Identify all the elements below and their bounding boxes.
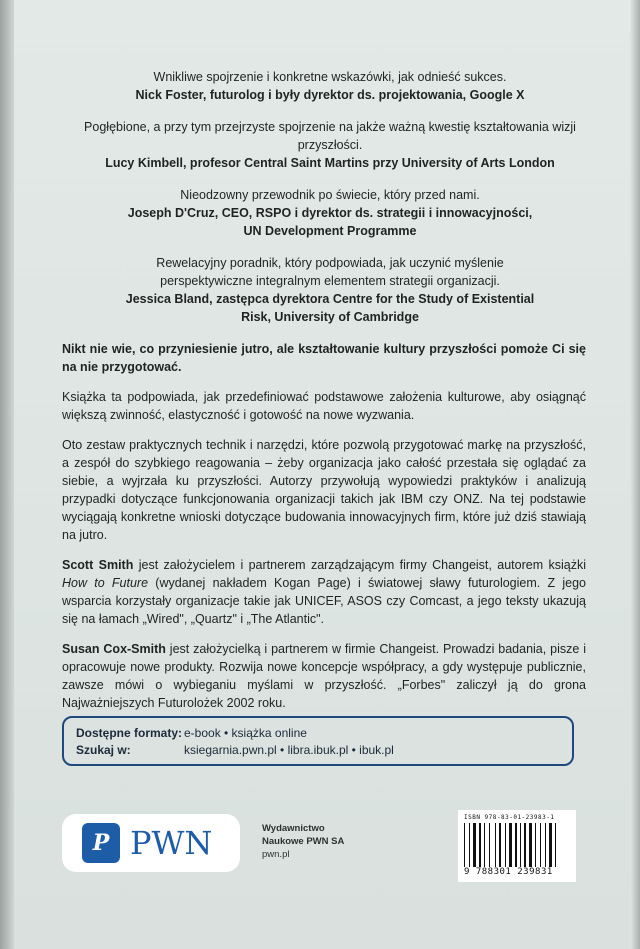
barcode-bar xyxy=(524,823,526,867)
barcode-bar xyxy=(491,823,494,867)
barcode-bar xyxy=(479,823,481,867)
barcode-bar xyxy=(535,823,536,867)
barcode-bar xyxy=(499,823,501,867)
endorsement-author: Jessica Bland, zastępca dyrektora Centre for the Study of Existential Risk, University of Cambridge xyxy=(125,292,535,324)
barcode-bar xyxy=(555,823,556,867)
author-name: Susan Cox-Smith xyxy=(62,642,166,656)
bio-text: (wydanej nakładem Kogan Page) i światowej sławy futurologiem. Z jego wsparcia korzystały organizacje takie jak UNICEF, ASOS czy Comcast, a jego teksty ukazują się na łamach „Wired", „Quartz" i „The Atlantic". xyxy=(62,576,586,626)
author-bio-susan-cox-smith xyxy=(62,640,586,712)
formats-box xyxy=(62,716,574,766)
barcode-bar xyxy=(482,823,483,867)
formats-value: e-book • książka online xyxy=(184,726,307,740)
publisher-url: pwn.pl xyxy=(262,849,290,860)
barcode-bar xyxy=(549,823,552,867)
endorsements xyxy=(60,68,600,340)
description xyxy=(62,340,586,724)
barcode-bar xyxy=(537,823,539,867)
author-bio-scott-smith xyxy=(62,556,586,628)
barcode-bar xyxy=(557,823,559,867)
barcode-bar xyxy=(540,823,541,867)
barcode-bar xyxy=(471,823,472,867)
barcode-bar xyxy=(497,823,498,867)
barcode-bar xyxy=(486,823,488,867)
barcode-bar xyxy=(533,823,534,867)
endorsement-author: Lucy Kimbell, profesor Central Saint Martins przy University of Arts London xyxy=(105,156,555,170)
book-title: How to Future xyxy=(62,576,149,590)
pwn-mark-icon: P xyxy=(82,823,120,863)
search-value: ksiegarnia.pwn.pl • libra.ibuk.pl • ibuk.pl xyxy=(184,743,394,757)
barcode-bar xyxy=(545,823,546,867)
barcode-bar xyxy=(553,823,554,867)
barcode-bar xyxy=(513,823,514,867)
endorsement xyxy=(60,118,600,172)
barcode-bar xyxy=(507,823,508,867)
barcode-bar xyxy=(464,823,465,867)
endorsement xyxy=(60,186,600,240)
pwn-logo-text: PWN xyxy=(130,824,213,862)
isbn-barcode xyxy=(458,810,576,882)
isbn-label: ISBN 978-83-01-23983-1 xyxy=(464,814,555,821)
paragraph: Oto zestaw praktycznych technik i narzędzi, które pozwolą przygotować markę na przyszłość, a zespół do szybkiego reagowania – żeby organizacja jako całość przestała się oglądać za siebie, a wyjrzała ku przyszłości. Autorzy przywołują wypowiedzi praktyków i analizują przypadki dotyczące funkcjonowania organizacji takich jak IBM czy ONZ. Na tej podstawie wyciągają konkretne wnioski dotyczące budowania innowacyjnych firm, które już dziś stawiają na jutro. xyxy=(62,438,586,542)
paragraph: Książka ta podpowiada, jak przedefiniować podstawowe założenia kulturowe, aby osiągnąć większą zwinność, elastyczność i gotowość na nowe wyzwania. xyxy=(62,390,586,422)
bio-text: jest założycielem i partnerem zarządzającym firmy Changeist, autorem książki xyxy=(133,558,586,572)
barcode-bar xyxy=(495,823,496,867)
barcode-bar xyxy=(502,823,504,867)
barcode-bar xyxy=(542,823,544,867)
barcode-bar xyxy=(477,823,478,867)
formats-label: Dostępne formaty: xyxy=(76,726,183,740)
barcode-bar xyxy=(484,823,485,867)
pwn-logo xyxy=(62,814,240,872)
barcode-bar xyxy=(466,823,468,867)
barcode-bars xyxy=(464,823,570,867)
search-label: Szukaj w: xyxy=(76,743,131,757)
endorsement-quote: Wnikliwe spojrzenie i konkretne wskazówki, jak odnieść sukces. xyxy=(153,70,507,84)
endorsement xyxy=(60,254,600,326)
endorsement-quote: Rewelacyjny poradnik, który podpowiada, jak uczynić myślenie perspektywiczne integralnym elementem strategii organizacji. xyxy=(156,256,504,288)
barcode-bar xyxy=(509,823,512,867)
endorsement-quote: Pogłębione, a przy tym przejrzyste spojrzenie na jakże ważną kwestię kształtowania wizji przyszłości. xyxy=(84,120,576,152)
search-row xyxy=(76,742,560,759)
barcode-bar xyxy=(505,823,506,867)
publisher-info xyxy=(262,822,344,861)
endorsement-author: Nick Foster, futurolog i były dyrektor ds. projektowania, Google X xyxy=(135,88,525,102)
endorsement xyxy=(60,68,600,104)
barcode-bar xyxy=(473,823,476,867)
endorsement-author: Joseph D'Cruz, CEO, RSPO i dyrektor ds. strategii i innowacyjności, UN Development Programme xyxy=(127,206,533,238)
barcode-bar xyxy=(547,823,548,867)
barcode-bar xyxy=(527,823,528,867)
barcode-bar xyxy=(515,823,517,867)
barcode-bar xyxy=(529,823,532,867)
barcode-bar xyxy=(518,823,519,867)
publisher-line: Naukowe PWN SA xyxy=(262,836,345,847)
barcode-bar xyxy=(489,823,490,867)
barcode-bar xyxy=(520,823,521,867)
isbn-number: 9 788301 239831 xyxy=(464,867,553,877)
formats-row xyxy=(76,725,560,742)
barcode-bar xyxy=(522,823,523,867)
lead-paragraph: Nikt nie wie, co przyniesienie jutro, ale kształtowanie kultury przyszłości pomoże Ci się na nie przygotować. xyxy=(62,342,586,374)
barcode-bar xyxy=(469,823,470,867)
endorsement-quote: Nieodzowny przewodnik po świecie, który przed nami. xyxy=(180,188,480,202)
author-name: Scott Smith xyxy=(62,558,134,572)
publisher-line: Wydawnictwo xyxy=(262,823,325,834)
bio-text: jest założycielką i partnerem w firmie Changeist. Prowadzi badania, pisze i opracowuje nowe produkty. Rozwija nowe koncepcje współpracy, a gdy występuje publicznie, zawsze mówi o wybieganiu myślami w przyszłość. „Forbes" zaliczył ją do grona Najważniejszych Futurolożek 2002 roku. xyxy=(62,642,586,710)
